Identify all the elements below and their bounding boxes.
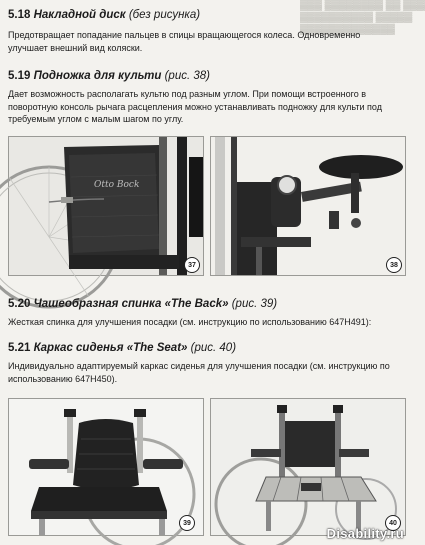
section-number: 5.19	[8, 70, 31, 82]
section-5-19-text: Дает возможность располагать культю под разным углом. При помощи встроенного в поворотную консоль рычага расцепления можно устанавливать подножку для культи под требуемым углом с малым шагом по углу.	[8, 89, 382, 124]
figure-38-number: 38	[386, 257, 402, 273]
watermark: Disability.ru	[326, 526, 404, 541]
bleed-through-text: ▓▓▓ ▓▓▓▓▓▓▓▓ ▓▓ ▓▓▓ ▓▓▓▓▓▓▓▓▓▓ ▓▓▓▓▓ ▓▓▓▓▓▓▓▓▓▓▓▓▓	[300, 0, 425, 35]
section-note: (рис. 39)	[231, 298, 278, 310]
section-title: Каркас сиденья «The Seat»	[33, 342, 188, 354]
section-title: Чашеобразная спинка «The Back»	[33, 298, 229, 310]
figure-40-photo	[210, 398, 406, 536]
section-number: 5.18	[8, 9, 31, 21]
figure-40-number: 40	[385, 515, 401, 531]
section-5-21-text: Индивидуально адаптируемый каркас сиденья для улучшения посадки (см. инструкцию по использованию 647Н450).	[8, 361, 390, 384]
section-5-18-text: Предотвращает попадание пальцев в спицы вращающегося колеса. Одновременно улучшает внешний вид коляски.	[8, 30, 361, 53]
section-note: (рис. 38)	[164, 70, 210, 82]
section-5-21-heading	[8, 342, 236, 354]
stump-support-footrest-image	[211, 137, 405, 275]
wheelchair-backrest-image	[9, 137, 203, 275]
section-5-19-heading	[8, 70, 210, 82]
section-title: Подножка для культи	[33, 70, 162, 82]
cup-backrest-wheelchair-image	[9, 399, 203, 535]
section-number: 5.21	[8, 342, 31, 354]
figure-39-number: 39	[179, 515, 195, 531]
section-5-20-heading	[8, 298, 277, 310]
section-note: (рис. 40)	[190, 342, 237, 354]
figure-37-number: 37	[184, 257, 200, 273]
otto-bock-logo: Otto Bock	[94, 180, 140, 190]
section-note: (без рисунка)	[128, 9, 201, 21]
section-title: Накладной диск	[33, 9, 126, 21]
figure-38-photo	[210, 136, 406, 276]
section-5-18-heading	[8, 9, 200, 21]
figure-37-photo	[8, 136, 204, 276]
section-number: 5.20	[8, 298, 31, 310]
section-5-20-text: Жесткая спинка для улучшения посадки (см. инструкцию по использованию 647Н491):	[8, 317, 372, 327]
seat-frame-wheelchair-image	[211, 399, 405, 535]
figure-39-photo	[8, 398, 204, 536]
